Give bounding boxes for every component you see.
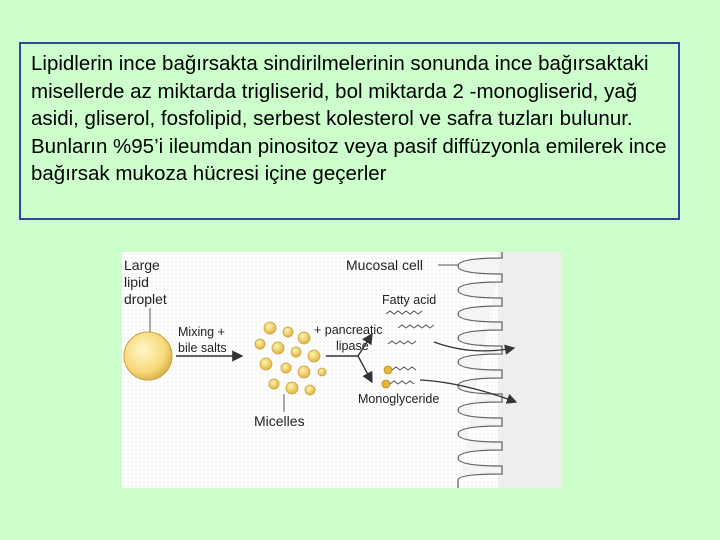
label-large: Large <box>124 257 160 273</box>
label-droplet: droplet <box>124 291 167 307</box>
label-mucosal-cell: Mucosal cell <box>346 257 424 273</box>
label-pancreatic: + pancreatic <box>314 323 383 337</box>
label-lipase: lipase <box>336 339 369 353</box>
digestion-diagram <box>122 252 562 488</box>
label-micelles: Micelles <box>254 413 305 429</box>
diagram-svg <box>122 252 562 488</box>
label-mixing: Mixing + <box>178 325 225 339</box>
label-monoglyceride: Monoglyceride <box>358 392 440 406</box>
paragraph-text: Lipidlerin ince bağırsakta sindirilmelerinin sonunda ince bağırsaktaki misellerde az miktarda trigliserid, bol miktarda 2 -monogliserid, yağ asidi, gliserol, fosfolipid, serbest kolesterol ve safra tuzları bulunur. Bunların %95’i ileumdan pinositoz veya pasif diffüzyonla emilerek ince bağırsak mukoza hücresi içine geçerler <box>31 52 667 185</box>
label-lipid: lipid <box>124 274 149 290</box>
large-lipid-droplet <box>124 332 172 380</box>
label-bile-salts: bile salts <box>178 341 227 355</box>
text-box <box>19 42 680 220</box>
label-fatty-acid: Fatty acid <box>382 293 437 307</box>
